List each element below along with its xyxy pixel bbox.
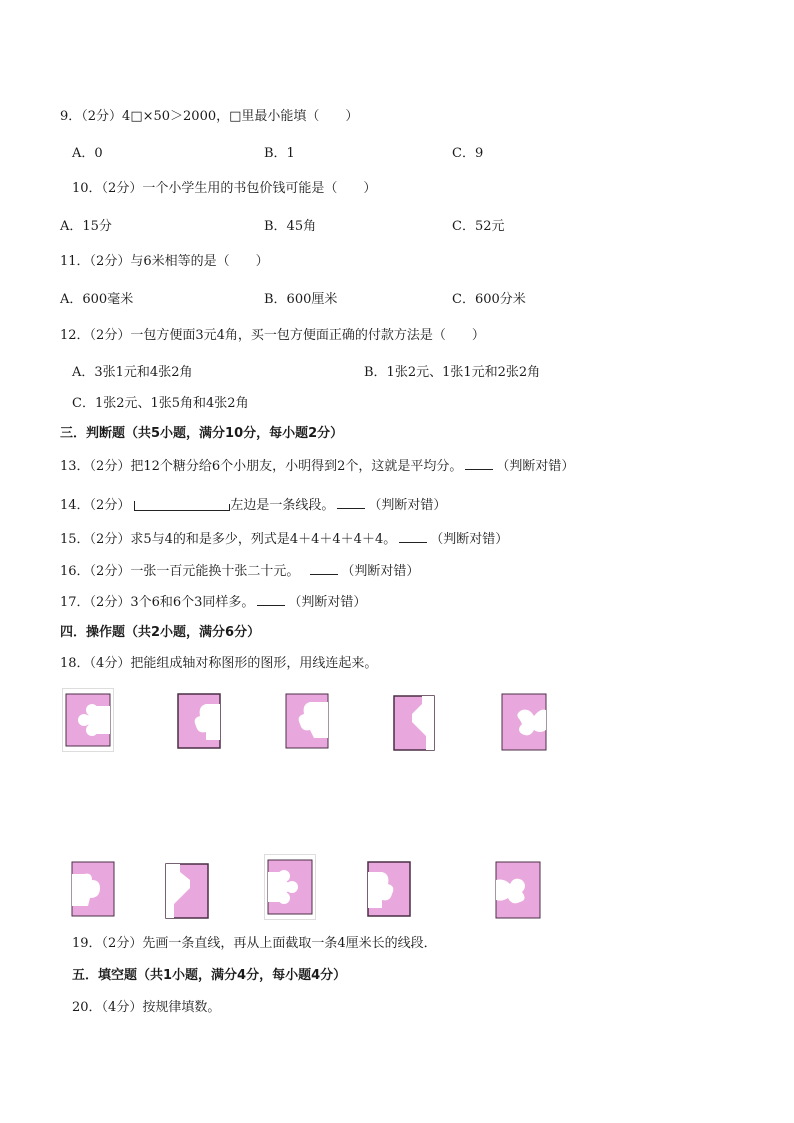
q17-text: 17．（2分）3个6和6个3同样多。 xyxy=(60,595,255,610)
q10-option-a[interactable]: A．15分 xyxy=(60,219,112,234)
q15-text: 15．（2分）求5与4的和是多少，列式是4＋4＋4＋4＋4。 xyxy=(60,532,397,547)
line-segment-figure xyxy=(134,501,230,511)
q13 xyxy=(60,457,574,476)
q13-text: 13．（2分）把12个糖分给6个小朋友，小明得到2个，这就是平均分。 xyxy=(60,459,463,474)
q9-option-a[interactable]: A．0 xyxy=(72,146,103,161)
bottom-card-3-circles-left[interactable] xyxy=(264,854,316,920)
q14 xyxy=(60,496,446,515)
bottom-card-1-cloud-left[interactable] xyxy=(70,858,116,920)
q11-option-b[interactable]: B．600厘米 xyxy=(264,292,338,307)
q10-stem: 10．（2分）一个小学生用的书包价钱可能是（ ） xyxy=(72,181,377,196)
q15 xyxy=(60,530,508,549)
q17 xyxy=(60,593,366,612)
q11-option-a[interactable]: A．600毫米 xyxy=(60,292,134,307)
q16-answer-blank[interactable] xyxy=(310,562,338,575)
q13-answer-blank[interactable] xyxy=(465,457,493,470)
q14-text: 14．（2分） xyxy=(60,498,131,513)
q14-answer-blank[interactable] xyxy=(337,496,365,509)
q15-answer-blank[interactable] xyxy=(399,530,427,543)
q10-option-b[interactable]: B．45角 xyxy=(264,219,317,234)
q9-stem: 9．（2分）4□×50＞2000，□里最小能填（ ） xyxy=(60,109,359,124)
section-3-title: 三．判断题（共5小题，满分10分，每小题2分） xyxy=(60,426,344,441)
q18-stem: 18．（4分）把能组成轴对称图形的图形，用线连起来。 xyxy=(60,656,378,671)
bottom-card-2-step-left[interactable] xyxy=(164,860,210,922)
top-card-2-cloud-right[interactable] xyxy=(176,690,222,752)
top-card-1-circles-right[interactable] xyxy=(62,688,114,752)
q19-stem: 19．（2分）先画一条直线，再从上面截取一条4厘米长的线段． xyxy=(72,936,437,951)
q12-stem: 12．（2分）一包方便面3元4角，买一包方便面正确的付款方法是（ ） xyxy=(60,328,485,343)
q9-option-c[interactable]: C．9 xyxy=(452,146,484,161)
q20-stem: 20．（4分）按规律填数。 xyxy=(72,1000,221,1015)
q17-answer-blank[interactable] xyxy=(257,593,285,606)
q11-stem: 11．（2分）与6米相等的是（ ） xyxy=(60,254,269,269)
top-card-5-heart[interactable] xyxy=(500,690,548,754)
q16 xyxy=(60,562,419,581)
q15-suffix: （判断对错） xyxy=(430,532,509,547)
q13-suffix: （判断对错） xyxy=(496,459,575,474)
q12-option-b[interactable]: B．1张2元、1张1元和2张2角 xyxy=(364,365,541,380)
q12-option-c[interactable]: C．1张2元、1张5角和4张2角 xyxy=(72,396,249,411)
top-card-3-cloud-left[interactable] xyxy=(284,690,330,752)
q16-suffix: （判断对错） xyxy=(341,564,420,579)
section-5-title: 五．填空题（共1小题，满分4分，每小题4分） xyxy=(72,968,347,983)
top-card-4-step-right[interactable] xyxy=(392,692,436,754)
q9-option-b[interactable]: B．1 xyxy=(264,146,295,161)
q14-mid-text: 左边是一条线段。 xyxy=(230,498,335,513)
q12-option-a[interactable]: A．3张1元和4张2角 xyxy=(72,365,193,380)
q11-option-c[interactable]: C．600分米 xyxy=(452,292,526,307)
bottom-card-5-heart[interactable] xyxy=(494,858,542,922)
q16-text: 16．（2分）一张一百元能换十张二十元。 xyxy=(60,564,300,579)
q17-suffix: （判断对错） xyxy=(288,595,367,610)
bottom-card-4-cloud-left[interactable] xyxy=(366,858,412,920)
q10-option-c[interactable]: C．52元 xyxy=(452,219,505,234)
section-4-title: 四．操作题（共2小题，满分6分） xyxy=(60,625,261,640)
q14-suffix: （判断对错） xyxy=(368,498,447,513)
